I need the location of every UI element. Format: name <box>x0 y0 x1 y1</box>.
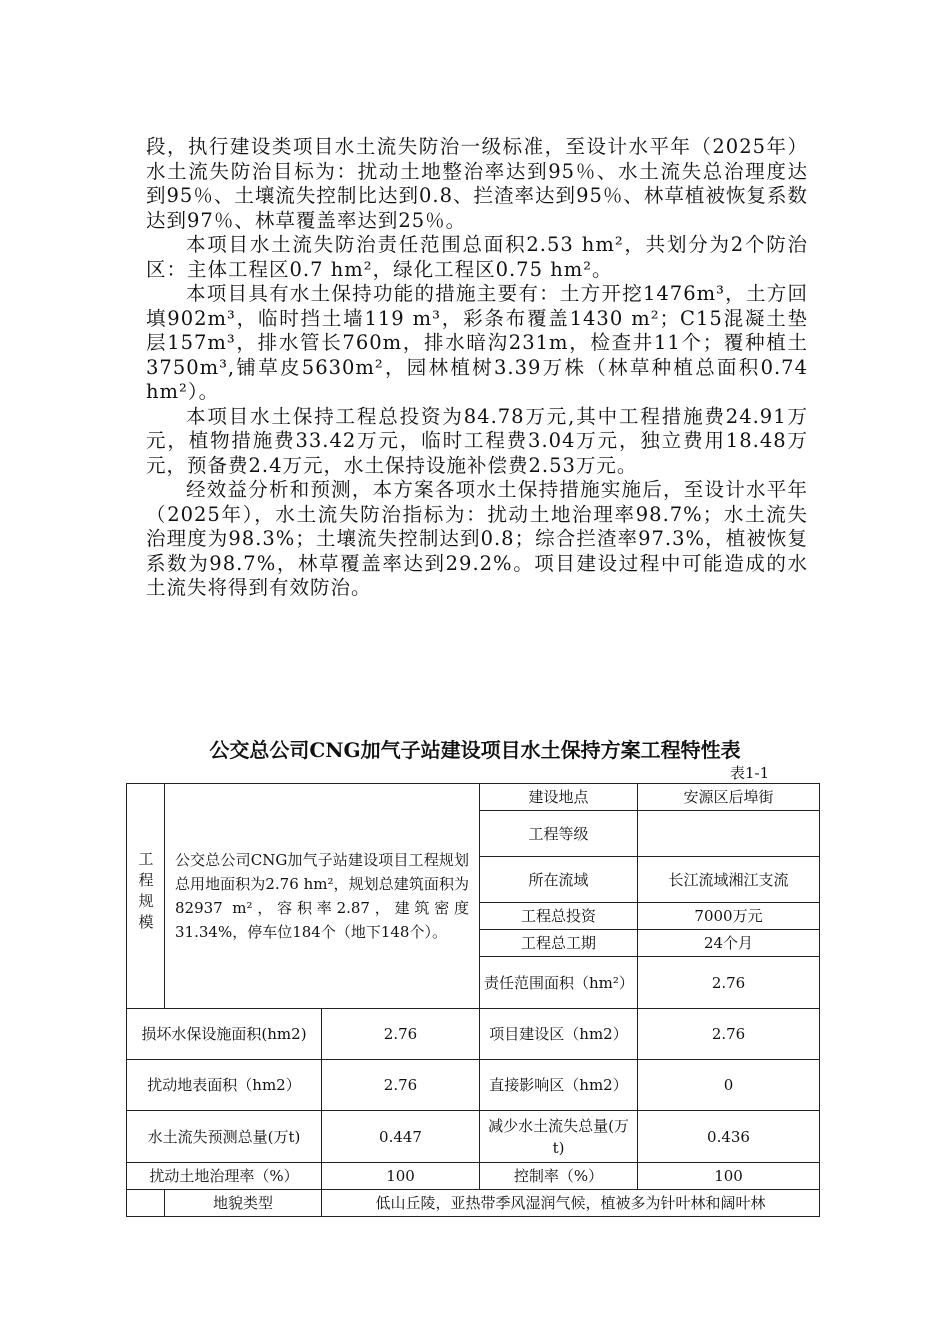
spec-table <box>126 783 820 1217</box>
table-row <box>127 784 820 811</box>
paragraph: 本项目水土保持工程总投资为84.78万元,其中工程措施费24.91万元，植物措施费33.42万元，临时工程费3.04万元，独立费用18.48万元，预备费2.4万元，水土保持设施补偿费2.53万元。 <box>146 404 808 477</box>
row-value: 100 <box>322 1163 480 1190</box>
row-label: 直接影响区（hm2） <box>480 1060 638 1111</box>
project-description: 公交总公司CNG加气子站建设项目工程规划总用地面积为2.76 hm²，规划总建筑面积为82937 m²，容积率2.87，建筑密度31.34%，停车位184个（地下148个）。 <box>165 784 480 1009</box>
row-label: 工程总投资 <box>480 903 638 930</box>
body-text <box>146 135 808 601</box>
row-label: 项目建设区（hm2） <box>480 1009 638 1060</box>
empty-cell <box>127 1190 165 1217</box>
row-value: 0.436 <box>638 1111 820 1163</box>
paragraph: 经效益分析和预测，本方案各项水土保持措施实施后，至设计水平年（2025年），水土流失防治指标为：扰动土地治理率98.7%；水土流失治理度为98.3%；土壤流失控制达到0.8；综合拦渣率97.3%，植被恢复系数为98.7%，林草覆盖率达到29.2%。项目建设过程中可能造成的水土流失将得到有效防治。 <box>146 478 808 599</box>
table-title: 公交总公司CNG加气子站建设项目水土保持方案工程特性表 <box>209 738 741 762</box>
row-value: 低山丘陵，亚热带季风湿润气候，植被多为针叶林和阔叶林 <box>322 1190 820 1217</box>
row-value: 2.76 <box>322 1060 480 1111</box>
group-label-cell <box>127 784 165 1009</box>
row-label: 责任范围面积（hm²） <box>480 957 638 1009</box>
row-label: 损坏水保设施面积(hm2) <box>127 1009 322 1060</box>
paragraph: 本项目具有水土保持功能的措施主要有：土方开挖1476m³，土方回填902m³，临时挡土墙119 m³，彩条布覆盖1430 m²；C15混凝土垫层157m³，排水管长760m，排水暗沟231m，检查井11个；覆种植土3750m³,铺草皮5630m²，园林植树3.39万株（林草种植总面积0.74 hm²）。 <box>146 282 808 403</box>
table-row <box>127 1190 820 1217</box>
row-label: 减少水土流失总量(万t) <box>480 1111 638 1163</box>
group-label: 工程规模 <box>136 851 155 935</box>
row-value: 100 <box>638 1163 820 1190</box>
row-value: 2.76 <box>322 1009 480 1060</box>
row-value: 0.447 <box>322 1111 480 1163</box>
row-label: 建设地点 <box>480 784 638 811</box>
row-value: 2.76 <box>638 1009 820 1060</box>
row-label: 控制率（%） <box>480 1163 638 1190</box>
paragraph: 段，执行建设类项目水土流失防治一级标准，至设计水平年（2025年）水土流失防治目标为：扰动土地整治率达到95％、水土流失总治理度达到95％、土壤流失控制比达到0.8、拦渣率达到95％、林草植被恢复系数达到97％、林草覆盖率达到25％。 <box>146 135 808 232</box>
paragraph: 本项目水土流失防治责任范围总面积2.53 hm²，共划分为2个防治区：主体工程区0.7 hm²，绿化工程区0.75 hm²。 <box>146 233 808 281</box>
row-label: 地貌类型 <box>165 1190 322 1217</box>
row-label: 工程总工期 <box>480 930 638 957</box>
row-value: 2.76 <box>638 957 820 1009</box>
row-value <box>638 811 820 857</box>
row-label: 水土流失预测总量(万t) <box>127 1111 322 1163</box>
table-row <box>127 1163 820 1190</box>
row-label: 所在流域 <box>480 857 638 903</box>
table-row <box>127 1009 820 1060</box>
table-number: 表1-1 <box>730 764 770 782</box>
row-value: 7000万元 <box>638 903 820 930</box>
table-row <box>127 1060 820 1111</box>
row-value: 24个月 <box>638 930 820 957</box>
row-value: 0 <box>638 1060 820 1111</box>
row-value: 长江流域湘江支流 <box>638 857 820 903</box>
table-row <box>127 1111 820 1163</box>
row-label: 扰动土地治理率（%） <box>127 1163 322 1190</box>
row-value: 安源区后埠街 <box>638 784 820 811</box>
row-label: 工程等级 <box>480 811 638 857</box>
row-label: 扰动地表面积（hm2） <box>127 1060 322 1111</box>
